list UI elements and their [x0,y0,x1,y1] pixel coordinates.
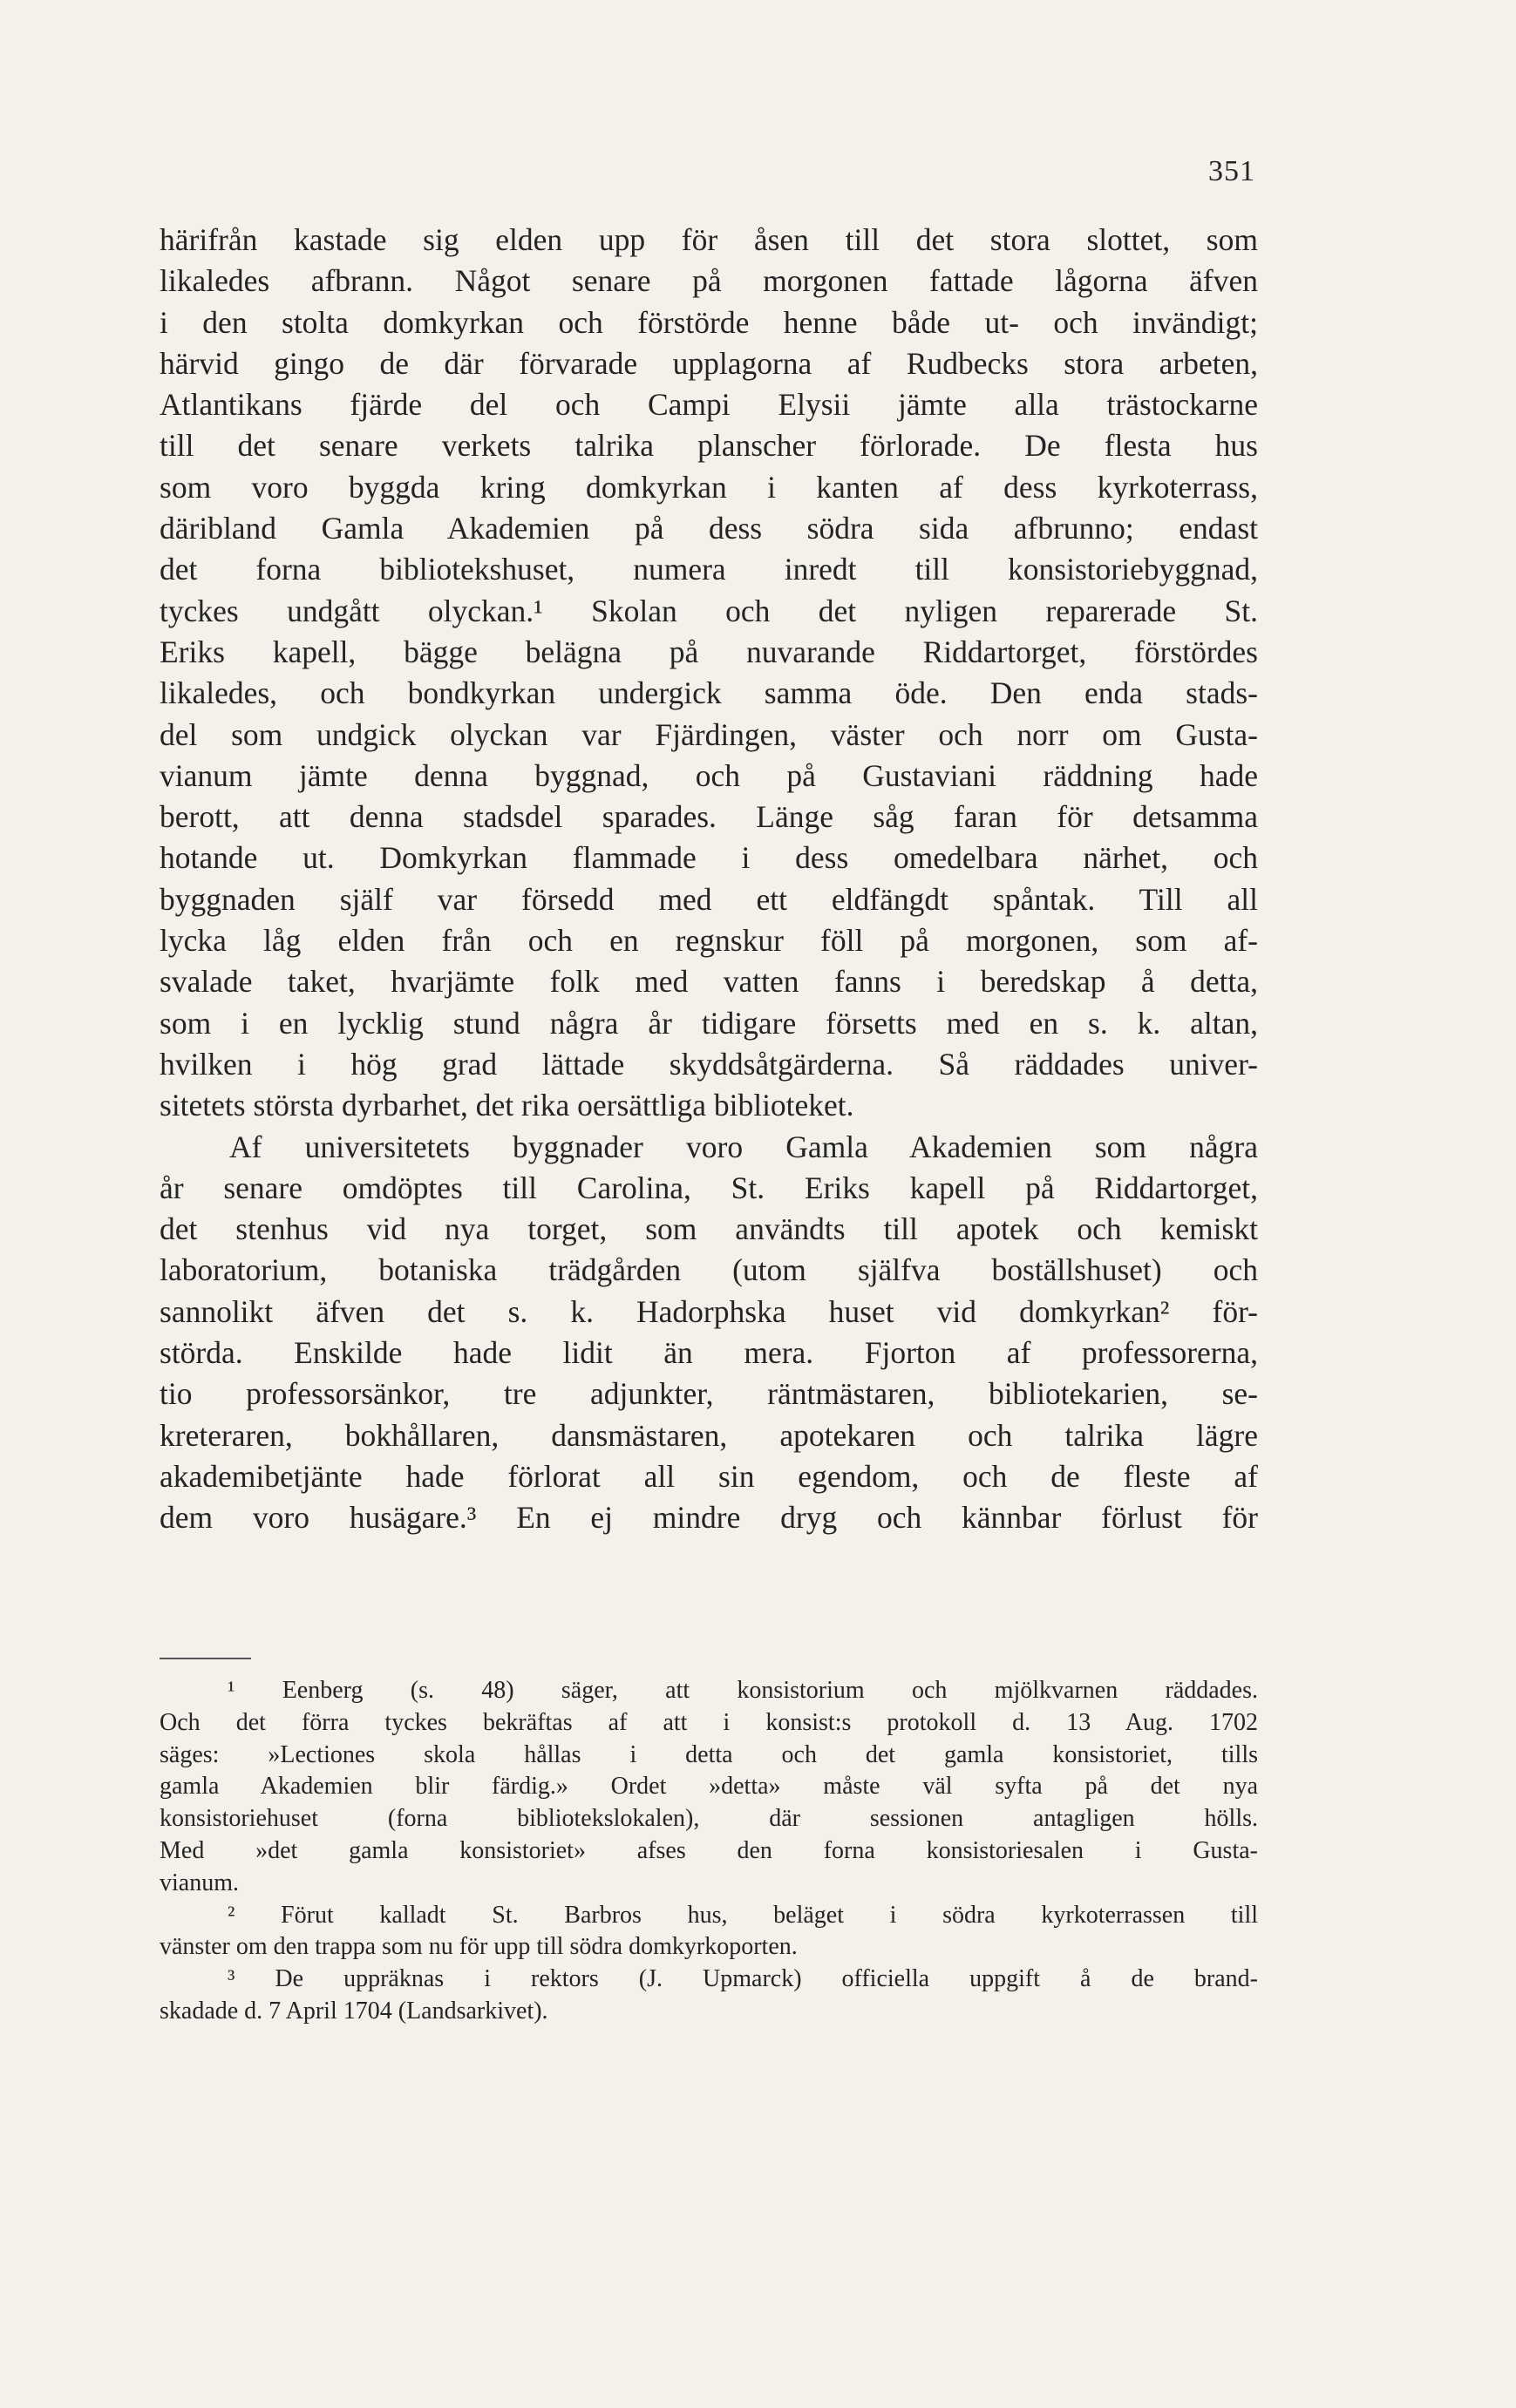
footnote-line: ³ De uppräknas i rektors (J. Upmarck) officiella uppgift å de brand- [228,1965,1258,1993]
body-text-line: lycka låg elden från och en regnskur föll på morgonen, som af- [160,923,1258,959]
footnote-line: vänster om den trappa som nu för upp till södra domkyrkoporten. [160,1933,798,1961]
body-text-line: likaledes afbrann. Något senare på morgonen fattade lågorna äfven [160,263,1258,299]
body-text-line: akademibetjänte hade förlorat all sin egendom, och de fleste af [160,1458,1258,1494]
body-text-line: år senare omdöptes till Carolina, St. Eriks kapell på Riddartorget, [160,1170,1258,1205]
body-text-line: däribland Gamla Akademien på dess södra sida afbrunno; endast [160,511,1258,546]
body-text-line: sitetets största dyrbarhet, det rika oersättliga biblioteket. [160,1088,854,1123]
footnote-separator [160,1658,251,1659]
footnote-line: vianum. [160,1869,239,1896]
body-text-line: hvilken i hög grad lättade skyddsåtgärderna. Så räddades univer- [160,1046,1258,1082]
footnote-line: Och det förra tyckes bekräftas af att i konsist:s protokoll d. 13 Aug. 1702 [160,1708,1258,1736]
footnote-line: ² Förut kalladt St. Barbros hus, beläget i södra kyrkoterrassen till [228,1901,1258,1929]
footnote-line: gamla Akademien blir färdig.» Ordet »detta» måste väl syfta på det nya [160,1773,1258,1801]
body-text-line: Eriks kapell, bägge belägna på nuvarande Riddartorget, förstördes [160,634,1258,669]
body-text-line: tio professorsänkor, tre adjunkter, räntmästaren, bibliotekarien, se- [160,1376,1258,1412]
footnote-line: Med »det gamla konsistoriet» afses den forna konsistoriesalen i Gusta- [160,1836,1258,1864]
body-text-line: del som undgick olyckan var Fjärdingen, väster och norr om Gusta- [160,716,1258,752]
body-text-line: dem voro husägare.³ En ej mindre dryg och kännbar förlust för [160,1500,1258,1536]
body-text-line: hotande ut. Domkyrkan flammade i dess omedelbara närhet, och [160,840,1258,876]
body-text-line: till det senare verkets talrika planscher förlorade. De flesta hus [160,428,1258,464]
footnote-line: konsistoriehuset (forna bibliotekslokalen), där sessionen antagligen hölls. [160,1805,1258,1833]
body-text-line: berott, att denna stadsdel sparades. Länge såg faran för detsamma [160,799,1258,835]
body-text-line: i den stolta domkyrkan och förstörde henne både ut- och invändigt; [160,304,1258,340]
footnote-line: skadade d. 7 April 1704 (Landsarkivet). [160,1997,548,2025]
footnote-line: ¹ Eenberg (s. 48) säger, att konsistorium och mjölkvarnen räddades. [228,1677,1258,1704]
body-text-line: byggnaden själf var försedd med ett eldfängdt spåntak. Till all [160,881,1258,917]
body-text-line: likaledes, och bondkyrkan undergick samma öde. Den enda stads- [160,675,1258,711]
body-text-line: som voro byggda kring domkyrkan i kanten af dess kyrkoterrass, [160,469,1258,505]
body-text-line: tyckes undgått olyckan.¹ Skolan och det nyligen reparerade St. [160,593,1258,628]
body-text-line: det forna bibliotekshuset, numera inredt till konsistoriebyggnad, [160,552,1258,587]
body-text-line: vianum jämte denna byggnad, och på Gustaviani räddning hade [160,757,1258,793]
body-text-line: sannolikt äfven det s. k. Hadorphska huset vid domkyrkan² för- [160,1293,1258,1329]
body-text-line: som i en lycklig stund några år tidigare försetts med en s. k. altan, [160,1005,1258,1041]
page-number: 351 [1208,155,1255,187]
body-text-line: härvid gingo de där förvarade upplagorna af Rudbecks stora arbeten, [160,345,1258,381]
footnotes [160,1675,1258,2028]
body-text-line: laboratorium, botaniska trädgården (utom själfva boställshuset) och [160,1252,1258,1288]
body-text-line: störda. Enskilde hade lidit än mera. Fjorton af professorerna, [160,1335,1258,1371]
body-text-line: Af universitetets byggnader voro Gamla Akademien som några [229,1129,1258,1164]
body-text-line: det stenhus vid nya torget, som användts till apotek och kemiskt [160,1211,1258,1247]
body-text-line: kreteraren, bokhållaren, dansmästaren, apotekaren och talrika lägre [160,1417,1258,1453]
body-text-line: härifrån kastade sig elden upp för åsen till det stora slottet, som [160,222,1258,257]
body-text-line: svalade taket, hvarjämte folk med vatten fanns i beredskap å detta, [160,964,1258,1000]
body-text-line: Atlantikans fjärde del och Campi Elysii jämte alla trästockarne [160,387,1258,423]
footnote-line: säges: »Lectiones skola hållas i detta och det gamla konsistoriet, tills [160,1740,1258,1768]
body-text [160,220,1258,1539]
